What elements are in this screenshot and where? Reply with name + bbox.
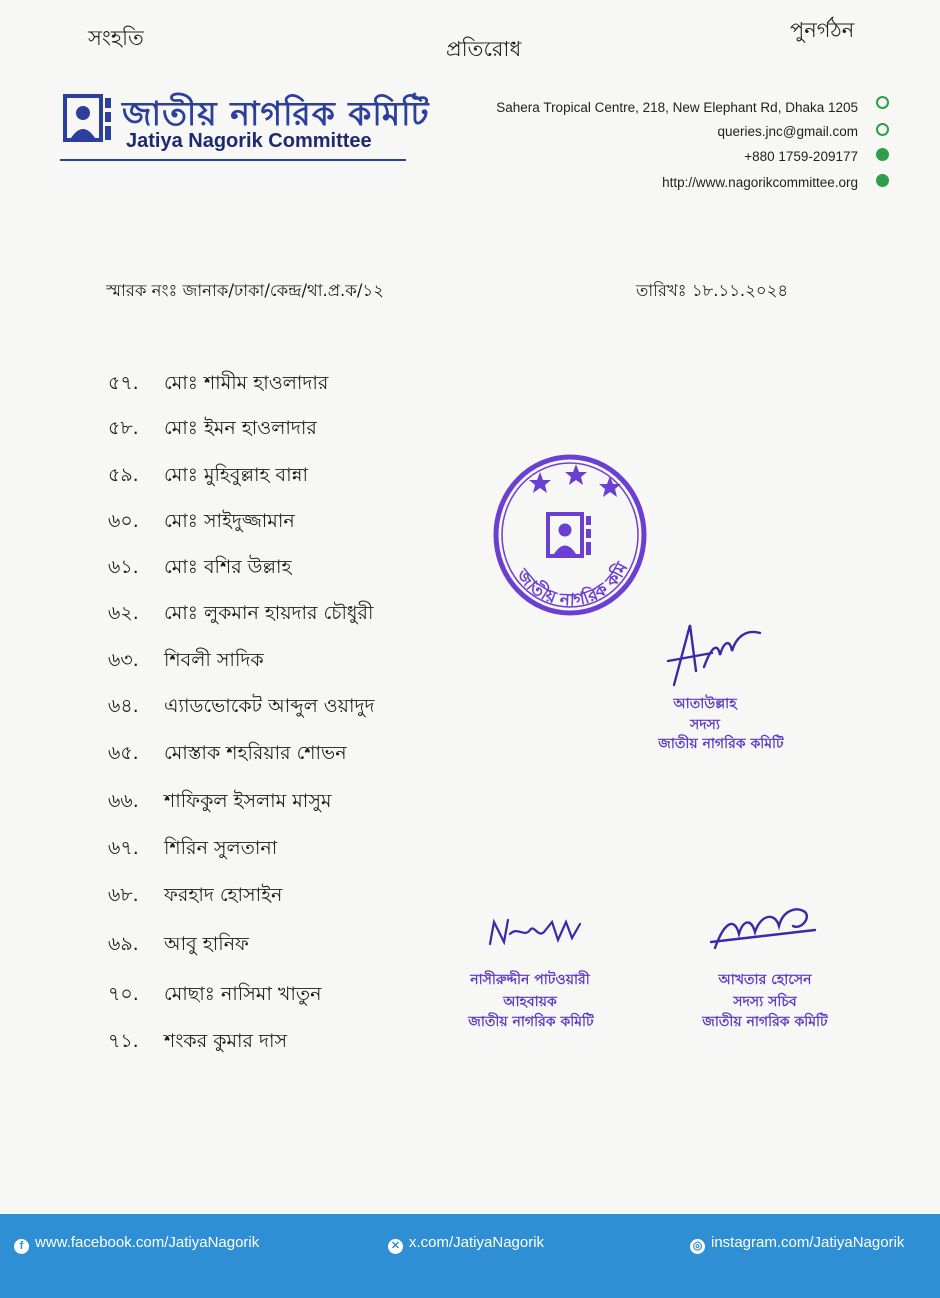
item-number: ৬৩. [108, 649, 139, 671]
signatory-3-org: জাতীয় নাগরিক কমিটি [702, 1014, 828, 1030]
x-link[interactable] [388, 1234, 544, 1254]
list-item [108, 369, 328, 401]
instagram-url[interactable]: instagram.com/JatiyaNagorik [711, 1234, 905, 1251]
list-item [108, 1027, 287, 1059]
person-in-frame-icon [63, 94, 115, 146]
signatory-1-role: সদস্য [690, 717, 720, 733]
motto-resistance: প্রতিরোধ [446, 37, 522, 61]
seal-text: জাতীয় নাগরিক কমি [512, 559, 633, 611]
item-number: ৬২. [108, 602, 139, 624]
signatory-3-name: আখতার হোসেন [718, 972, 812, 988]
organization-seal [490, 450, 650, 620]
facebook-icon: f [14, 1239, 29, 1254]
footer-bar [0, 1214, 940, 1298]
list-item [108, 414, 317, 446]
item-number: ৭০. [108, 983, 139, 1005]
instagram-icon: ◎ [690, 1239, 705, 1254]
item-number: ৬৫. [108, 742, 139, 764]
signature-akhtar [705, 900, 825, 960]
facebook-url[interactable]: www.facebook.com/JatiyaNagorik [35, 1234, 260, 1251]
item-number: ৫৭. [108, 372, 139, 394]
list-item [108, 881, 282, 913]
item-number: ৬০. [108, 510, 139, 532]
item-number: ৭১. [108, 1030, 139, 1052]
location-icon [876, 96, 889, 109]
motto-reconstruction: পুনর্গঠন [790, 18, 855, 42]
item-number: ৬৭. [108, 837, 139, 859]
list-item [108, 692, 374, 724]
list-item [108, 461, 308, 493]
member-name: মোঃ মুহিবুল্লাহ বান্না [164, 464, 308, 486]
list-item [108, 599, 373, 631]
signature-nasiruddin [480, 908, 590, 958]
item-number: ৬৪. [108, 695, 139, 717]
facebook-link[interactable] [14, 1234, 259, 1254]
memo-reference: স্মারক নংঃ জানাক/ঢাকা/কেন্দ্র/থা.প্র.ক/১২ [106, 281, 384, 300]
list-item [108, 739, 347, 771]
motto-solidarity: সংহতি [88, 26, 144, 50]
contact-phone[interactable]: +880 1759-209177 [744, 149, 858, 164]
signatory-2-name: নাসীরুদ্দীন পাটওয়ারী [470, 972, 590, 988]
signatory-3-role: সদস্য সচিব [733, 994, 797, 1010]
list-item [108, 646, 264, 678]
member-name: এ্যাডভোকেট আব্দুল ওয়াদুদ [164, 695, 375, 717]
seal-stamp-icon [490, 450, 650, 620]
signatory-2-org: জাতীয় নাগরিক কমিটি [468, 1014, 594, 1030]
member-name: শিরিন সুলতানা [164, 837, 278, 859]
member-name: শংকর কুমার দাস [164, 1030, 288, 1052]
item-number: ৬১. [108, 556, 139, 578]
phone-icon [876, 148, 889, 161]
signatory-1-org: জাতীয় নাগরিক কমিটি [658, 736, 784, 752]
member-name: শিবলী সাদিক [164, 649, 264, 671]
x-url[interactable]: x.com/JatiyaNagorik [409, 1234, 545, 1251]
list-item [108, 787, 331, 819]
list-item [108, 507, 295, 539]
item-number: ৫৮. [108, 417, 139, 439]
contact-website[interactable]: http://www.nagorikcommittee.org [662, 175, 858, 190]
member-name: ফরহাদ হোসাইন [164, 884, 283, 906]
org-name-bengali: জাতীয় নাগরিক কমিটি [122, 94, 430, 133]
memo-date: তারিখঃ ১৮.১১.২০২৪ [636, 281, 789, 300]
list-item [108, 834, 277, 866]
item-number: ৫৯. [108, 464, 139, 486]
logo-mark [63, 94, 115, 146]
signatory-2-role: আহবায়ক [503, 994, 557, 1010]
member-name: আবু হানিফ [164, 933, 249, 955]
x-icon: ✕ [388, 1239, 403, 1254]
list-item [108, 930, 249, 962]
member-name: শাফিকুল ইসলাম মাসুম [164, 790, 332, 812]
org-name-english: Jatiya Nagorik Committee [126, 130, 372, 152]
item-number: ৬৮. [108, 884, 139, 906]
member-name: মোছাঃ নাসিমা খাতুন [164, 983, 322, 1005]
globe-icon [876, 174, 889, 187]
signature-ataullah [660, 615, 770, 695]
list-item [108, 553, 292, 585]
contact-email[interactable]: queries.jnc@gmail.com [717, 124, 858, 139]
member-name: মোঃ সাইদুজ্জামান [164, 510, 295, 532]
signatory-1-name: আতাউল্লাহ [673, 696, 737, 712]
instagram-link[interactable] [690, 1234, 904, 1254]
member-name: মোঃ শামীম হাওলাদার [164, 372, 329, 394]
list-item [108, 980, 321, 1012]
member-name: মোস্তাক শহরিয়ার শোভন [164, 742, 347, 764]
logo-underline [60, 159, 406, 161]
member-name: মোঃ বশির উল্লাহ [164, 556, 292, 578]
item-number: ৬৯. [108, 933, 139, 955]
email-icon [876, 123, 889, 136]
member-name: মোঃ লুকমান হায়দার চৌধুরী [164, 602, 374, 624]
item-number: ৬৬. [108, 790, 139, 812]
contact-address: Sahera Tropical Centre, 218, New Elephant Rd, Dhaka 1205 [496, 100, 858, 115]
member-name: মোঃ ইমন হাওলাদার [164, 417, 317, 439]
